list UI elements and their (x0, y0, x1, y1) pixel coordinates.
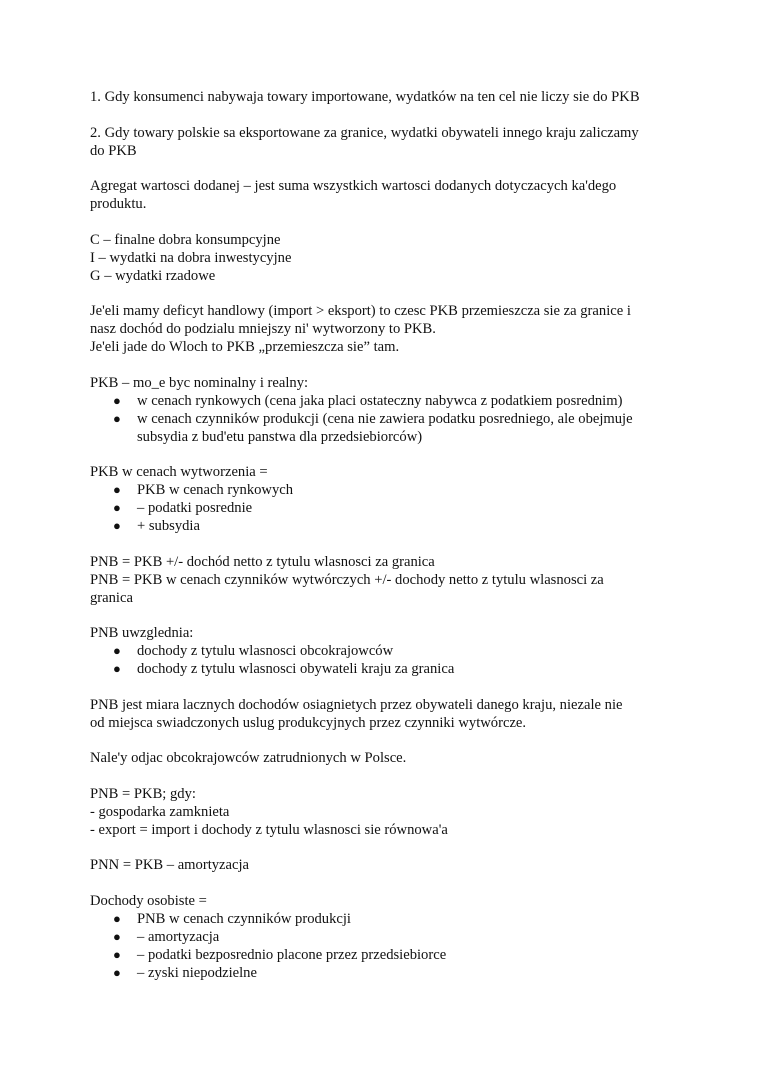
bullet-list (90, 642, 680, 678)
bullet-list (90, 481, 680, 535)
paragraph-gap (90, 678, 680, 696)
list-item (90, 946, 680, 964)
bullet-icon: ● (113, 928, 121, 944)
text-line: PNN = PKB – amortyzacja (90, 857, 250, 873)
bullet-list (90, 392, 680, 446)
paragraph-gap (90, 160, 680, 178)
text-line: I – wydatki na dobra inwestycyjne (90, 249, 292, 266)
paragraph-gap (90, 446, 680, 464)
list-item-text: dochody z tytulu wlasnosci obcokrajowców (137, 643, 394, 659)
list-item (90, 428, 680, 446)
text-line: granica (90, 589, 133, 606)
text-line: PNB = PKB w cenach czynników wytwórczych +/- dochody netto z tytulu wlasnosci za (90, 571, 604, 588)
list-item (90, 910, 680, 928)
text-line: G – wydatki rzadowe (90, 267, 216, 284)
text-line: PNB = PKB; gdy: (90, 785, 196, 802)
list-item-text: w cenach rynkowych (cena jaka placi ostateczny nabywca z podatkiem posrednim) (137, 392, 623, 409)
paragraph-gap (90, 607, 680, 625)
text-line: - export = import i dochody z tytulu wlasnosci sie równowa'a (90, 821, 448, 838)
paragraph-gap (90, 874, 680, 892)
text-line: Je'eli mamy deficyt handlowy (import > eksport) to czesc PKB przemieszcza sie za granice i (90, 303, 631, 319)
text-line: PNB uwzglednia: (90, 625, 194, 641)
list-item-text: PNB w cenach czynników produkcji (137, 910, 351, 927)
paragraph-gap (90, 285, 680, 303)
paragraph-gap (90, 839, 680, 857)
bullet-icon: ● (113, 643, 121, 658)
list-item (90, 481, 680, 499)
bullet-icon: ● (113, 392, 121, 408)
list-item (90, 928, 680, 946)
text-line: - gospodarka zamknieta (90, 803, 230, 820)
bullet-icon: ● (113, 910, 121, 926)
bullet-icon: ● (113, 410, 121, 426)
paragraph-gap (90, 535, 680, 553)
list-item (90, 499, 680, 517)
text-line: nasz dochód do podzialu mniejszy ni' wytworzony to PKB. (90, 321, 436, 337)
list-item-text: – podatki bezposrednio placone przez przedsiebiorce (137, 946, 447, 963)
list-item-text: subsydia z bud'etu panstwa dla przedsiebiorców) (137, 428, 423, 445)
paragraph-gap (90, 732, 680, 750)
list-item (90, 964, 680, 982)
list-item-text: – podatki posrednie (137, 500, 253, 516)
list-item (90, 642, 680, 660)
text-line: 1. Gdy konsumenci nabywaja towary importowane, wydatków na ten cel nie liczy sie do PKB (90, 89, 640, 105)
text-line: PNB jest miara lacznych dochodów osiagnietych przez obywateli danego kraju, niezale nie (90, 696, 623, 713)
list-item-text: PKB w cenach rynkowych (137, 482, 294, 498)
text-line: PKB w cenach wytworzenia = (90, 464, 268, 480)
list-item-text: dochody z tytulu wlasnosci obywateli kraju za granica (137, 661, 455, 677)
bullet-list (90, 910, 680, 982)
paragraph-gap (90, 356, 680, 374)
paragraph-gap (90, 106, 680, 124)
list-item-text: – zyski niepodzielne (137, 964, 257, 981)
list-item (90, 660, 680, 678)
list-item-text: w cenach czynników produkcji (cena nie zawiera podatku posredniego, ale obejmuje (137, 410, 633, 427)
paragraph-gap (90, 767, 680, 785)
text-line: C – finalne dobra konsumpcyjne (90, 231, 281, 248)
text-line: do PKB (90, 142, 137, 159)
bullet-icon: ● (113, 482, 121, 497)
bullet-icon: ● (113, 518, 121, 533)
bullet-icon: ● (113, 500, 121, 515)
text-line: produktu. (90, 196, 147, 212)
bullet-icon: ● (113, 661, 121, 676)
text-line: Je'eli jade do Wloch to PKB „przemieszcza sie” tam. (90, 339, 400, 355)
list-item-text: – amortyzacja (137, 928, 220, 945)
list-item-text: + subsydia (137, 518, 200, 534)
list-item (90, 392, 680, 410)
document-page (90, 88, 680, 982)
list-item (90, 517, 680, 535)
text-line: Nale'y odjac obcokrajowców zatrudnionych w Polsce. (90, 750, 407, 766)
text-line: PNB = PKB +/- dochód netto z tytulu wlasnosci za granica (90, 553, 435, 570)
list-item (90, 410, 680, 428)
text-line: od miejsca swiadczonych uslug produkcyjnych przez czynniki wytwórcze. (90, 714, 527, 731)
paragraph-gap (90, 213, 680, 231)
text-line: Dochody osobiste = (90, 892, 207, 909)
bullet-icon: ● (113, 964, 121, 980)
text-line: Agregat wartosci dodanej – jest suma wszystkich wartosci dodanych dotyczacych ka'dego (90, 178, 617, 194)
text-line: 2. Gdy towary polskie sa eksportowane za granice, wydatki obywateli innego kraju zaliczamy (90, 124, 639, 141)
bullet-icon: ● (113, 946, 121, 962)
text-line: PKB – mo_e byc nominalny i realny: (90, 374, 309, 391)
